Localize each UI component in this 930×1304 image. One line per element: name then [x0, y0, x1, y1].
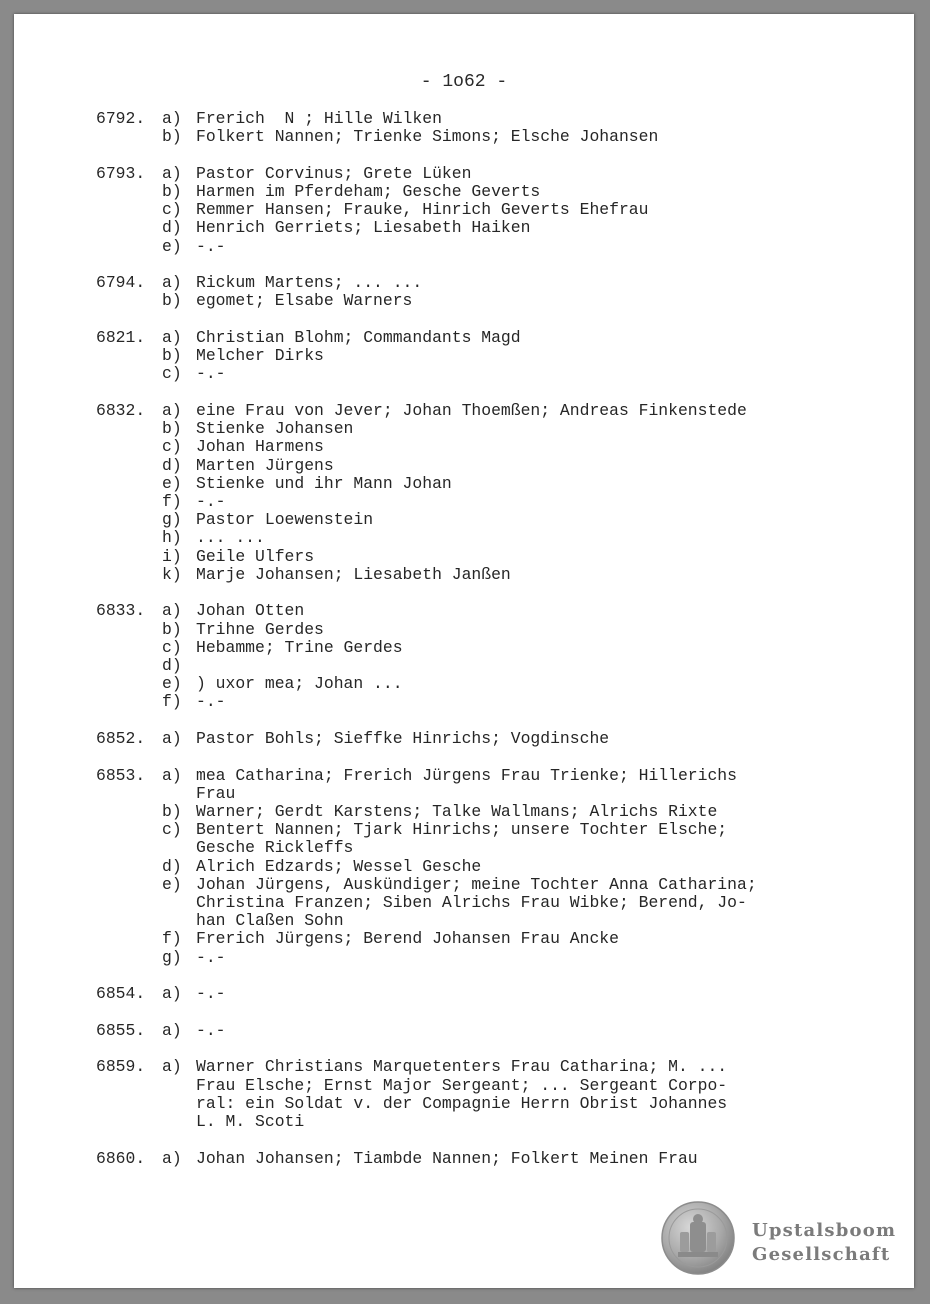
- entry-number: 6832.: [96, 401, 146, 420]
- society-name-line-1: Upstalsboom: [752, 1220, 897, 1241]
- entry-item: [162, 420, 856, 438]
- entry-item: [162, 930, 856, 948]
- entry-item: [162, 876, 856, 931]
- item-text: Christian Blohm; Commandants Magd: [196, 328, 521, 347]
- entry-item: [162, 529, 856, 547]
- register-entry: [96, 1058, 856, 1131]
- item-text: Marje Johansen; Liesabeth Janßen: [196, 564, 511, 584]
- item-text: -.-: [196, 692, 226, 712]
- entry-item: [162, 675, 856, 693]
- item-text: Pastor Corvinus; Grete Lüken: [196, 163, 472, 183]
- item-letter: d): [162, 218, 182, 238]
- entry-number: 6794.: [96, 273, 146, 293]
- item-text: Johan Otten: [196, 601, 305, 621]
- item-letter: b): [162, 419, 182, 439]
- entry-item: [162, 730, 856, 748]
- item-text: Rickum Martens; ... ...: [196, 273, 423, 293]
- item-letter: g): [162, 947, 182, 967]
- entry-number: 6859.: [96, 1057, 146, 1077]
- entry-item: [162, 657, 856, 675]
- society-seal-icon: [660, 1200, 736, 1276]
- entry-item: [162, 347, 856, 365]
- entry-number: 6853.: [96, 765, 146, 785]
- entry-item: [162, 1022, 856, 1040]
- item-text: Johan Johansen; Tiambde Nannen; Folkert Meinen Frau: [196, 1148, 698, 1168]
- item-text: Stienke Johansen: [196, 419, 354, 439]
- entry-item: [162, 949, 856, 967]
- item-letter: b): [162, 346, 182, 366]
- entry-number: 6860.: [96, 1148, 146, 1168]
- item-letter: d): [162, 656, 182, 676]
- item-text: Warner Christians Marquetenters Frau Catharina; M. ... Frau Elsche; Ernst Major Sergeant; ... Sergeant Corpo- ral: ein Soldat v. der Compagnie Herrn Obrist Johannes L. M. Scoti: [196, 1057, 728, 1132]
- page-number: - 1o62 -: [420, 72, 508, 92]
- entry-item: [162, 365, 856, 383]
- item-text: Hebamme; Trine Gerdes: [196, 637, 403, 657]
- entry-item: [162, 1058, 856, 1131]
- entry-item: [162, 238, 856, 256]
- item-letter: c): [162, 637, 182, 657]
- item-letter: e): [162, 236, 182, 256]
- item-text: -.-: [196, 364, 226, 384]
- item-text: -.-: [196, 236, 226, 256]
- item-letter: f): [162, 929, 182, 949]
- entry-item: [162, 475, 856, 493]
- item-letter: c): [162, 364, 182, 384]
- item-letter: a): [162, 729, 182, 749]
- item-text: ) uxor mea; Johan ...: [196, 674, 403, 694]
- register-entry: [96, 1022, 856, 1040]
- item-letter: b): [162, 182, 182, 201]
- item-letter: d): [162, 455, 182, 475]
- register-entry: [96, 985, 856, 1003]
- entry-number: 6792.: [96, 109, 146, 128]
- item-letter: f): [162, 692, 182, 712]
- entry-item: [162, 457, 856, 475]
- register-entry: [96, 1150, 856, 1168]
- item-text: Pastor Bohls; Sieffke Hinrichs; Vogdinsche: [196, 729, 610, 749]
- item-letter: g): [162, 510, 182, 530]
- item-letter: e): [162, 674, 182, 694]
- item-text: Remmer Hansen; Frauke, Hinrich Geverts Ehefrau: [196, 200, 649, 220]
- item-letter: a): [162, 328, 182, 347]
- item-letter: f): [162, 492, 182, 512]
- register-entry: [96, 767, 856, 967]
- entry-item: [162, 292, 856, 310]
- entry-number: 6852.: [96, 729, 146, 749]
- item-letter: a): [162, 601, 182, 621]
- item-letter: c): [162, 200, 182, 220]
- item-letter: e): [162, 874, 182, 894]
- society-logo-text: [752, 1219, 896, 1267]
- item-text: Geile Ulfers: [196, 546, 315, 566]
- item-letter: a): [162, 1020, 182, 1040]
- item-letter: k): [162, 564, 182, 584]
- entry-number: 6833.: [96, 601, 146, 621]
- item-text: Harmen im Pferdeham; Gesche Geverts: [196, 182, 541, 201]
- entry-item: [162, 639, 856, 657]
- item-text: Folkert Nannen; Trienke Simons; Elsche Johansen: [196, 127, 659, 147]
- item-text: Bentert Nannen; Tjark Hinrichs; unsere Tochter Elsche; Gesche Rickleffs: [196, 820, 728, 858]
- item-letter: a): [162, 1148, 182, 1168]
- item-text: Melcher Dirks: [196, 346, 324, 366]
- item-text: -.-: [196, 492, 226, 512]
- entry-item: [162, 165, 856, 183]
- item-letter: a): [162, 273, 182, 293]
- item-text: Trihne Gerdes: [196, 619, 324, 639]
- entry-item: [162, 566, 856, 584]
- item-letter: b): [162, 291, 182, 311]
- entry-item: [162, 219, 856, 237]
- entry-item: [162, 803, 856, 821]
- entry-number: 6821.: [96, 328, 146, 347]
- register-entry: [96, 329, 856, 384]
- entry-number: 6854.: [96, 984, 146, 1004]
- entry-number: 6793.: [96, 163, 146, 183]
- item-text: eine Frau von Jever; Johan Thoemßen; Andreas Finkenstede: [196, 401, 747, 420]
- item-text: -.-: [196, 947, 226, 967]
- entry-number: 6855.: [96, 1020, 146, 1040]
- item-letter: b): [162, 127, 182, 147]
- register-entry: [96, 602, 856, 711]
- entry-item: [162, 821, 856, 857]
- entry-item: [162, 858, 856, 876]
- item-text: mea Catharina; Frerich Jürgens Frau Trienke; Hillerichs Frau: [196, 765, 737, 803]
- entry-item: [162, 201, 856, 219]
- item-letter: a): [162, 163, 182, 183]
- register-entry: [96, 730, 856, 748]
- item-letter: a): [162, 1057, 182, 1077]
- entry-item: [162, 438, 856, 456]
- item-letter: c): [162, 820, 182, 840]
- entry-item: [162, 402, 856, 420]
- item-text: Frerich Jürgens; Berend Johansen Frau Ancke: [196, 929, 619, 949]
- item-letter: d): [162, 856, 182, 876]
- entry-item: [162, 602, 856, 620]
- item-text: ... ...: [196, 528, 265, 548]
- entry-item: [162, 128, 856, 146]
- register-entry: [96, 402, 856, 584]
- item-letter: i): [162, 546, 182, 566]
- item-letter: e): [162, 473, 182, 493]
- item-letter: a): [162, 401, 182, 420]
- item-text: Stienke und ihr Mann Johan: [196, 473, 452, 493]
- entry-item: [162, 767, 856, 803]
- item-letter: a): [162, 765, 182, 785]
- register-entry: [96, 165, 856, 256]
- item-text: Alrich Edzards; Wessel Gesche: [196, 856, 482, 876]
- item-text: Frerich N ; Hille Wilken: [196, 109, 442, 128]
- item-letter: b): [162, 802, 182, 822]
- entry-item: [162, 110, 856, 128]
- item-text: Warner; Gerdt Karstens; Talke Wallmans; Alrichs Rixte: [196, 802, 718, 822]
- item-text: Johan Harmens: [196, 437, 324, 457]
- society-name-line-2: Gesellschaft: [752, 1244, 891, 1265]
- entry-item: [162, 329, 856, 347]
- entry-item: [162, 693, 856, 711]
- entry-item: [162, 548, 856, 566]
- entry-item: [162, 183, 856, 201]
- item-text: Pastor Loewenstein: [196, 510, 374, 530]
- item-letter: c): [162, 437, 182, 457]
- entry-item: [162, 511, 856, 529]
- item-text: -.-: [196, 1020, 226, 1040]
- item-text: Marten Jürgens: [196, 455, 334, 475]
- item-text: egomet; Elsabe Warners: [196, 291, 413, 311]
- entry-item: [162, 493, 856, 511]
- register-entry: [96, 274, 856, 310]
- entry-list: [96, 110, 856, 1186]
- item-letter: a): [162, 109, 182, 128]
- item-text: Johan Jürgens, Auskündiger; meine Tochter Anna Catharina; Christina Franzen; Siben Alrichs Frau Wibke; Berend, Jo- han Claßen Sohn: [196, 874, 757, 931]
- entry-item: [162, 1150, 856, 1168]
- entry-item: [162, 985, 856, 1003]
- item-text: -.-: [196, 984, 226, 1004]
- document-page: [14, 14, 914, 1288]
- item-text: Henrich Gerriets; Liesabeth Haiken: [196, 218, 531, 238]
- entry-item: [162, 621, 856, 639]
- item-letter: h): [162, 528, 182, 548]
- item-letter: b): [162, 619, 182, 639]
- entry-item: [162, 274, 856, 292]
- item-letter: a): [162, 984, 182, 1004]
- register-entry: [96, 110, 856, 146]
